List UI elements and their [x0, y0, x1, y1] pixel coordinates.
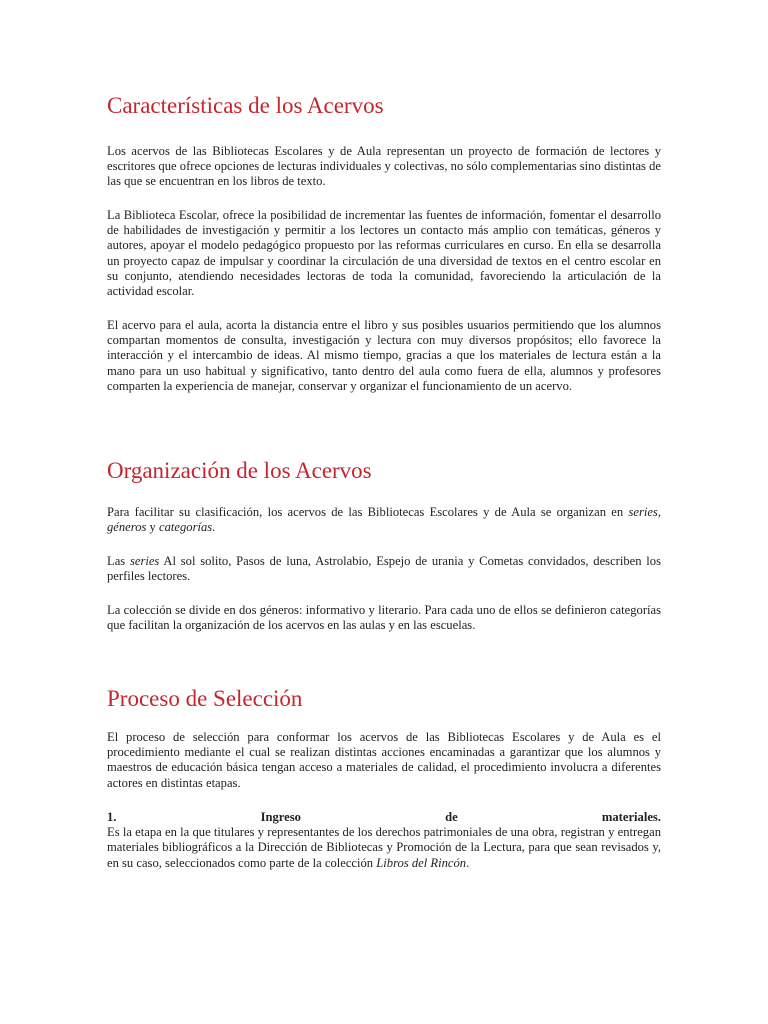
coleccion-title: Libros del Rincón	[376, 855, 467, 870]
clasificacion-text: Para facilitar su clasificación, los acervos de las Bibliotecas Escolares y de Aula se organizan en	[107, 505, 629, 519]
step-number: 1.	[107, 810, 117, 824]
step-ingreso	[107, 810, 661, 871]
paragraph-coleccion: La colección se divide en dos géneros: informativo y literario. Para cada uno de ellos se definieron categorías que facilitan la organización de los acervos en las aulas y en las escuelas.	[107, 603, 661, 633]
paragraph-biblioteca-escolar: La Biblioteca Escolar, ofrece la posibilidad de incrementar las fuentes de información, fomentar el desarrollo de habilidades de investigación y permitir a los lectores un contacto más amplio con temáticas, géneros y autores, apoyar el modelo pedagógico propuesto por las reformas curriculares en curso. En ella se desarrolla un proyecto capaz de impulsar y coordinar la circulación de una diversidad de textos en el centro escolar en su conjunto, atendiendo necesidades lectoras de toda la comunidad, favoreciendo la articulación de la actividad escolar.	[107, 208, 661, 299]
step-word: materiales.	[601, 810, 661, 824]
section-title-organizacion: Organización de los Acervos	[107, 458, 372, 483]
step-word: Ingreso	[260, 810, 301, 824]
term-series: series	[628, 505, 658, 519]
paragraph-series	[107, 554, 661, 584]
paragraph-clasificacion	[107, 505, 661, 535]
step-text: Es la etapa en la que titulares y representantes de los derechos patrimoniales de una obra, registran y entregan materiales bibliográficos a la Dirección de Bibliotecas y Promoción de la Lectura, para que sean revisados y, en su caso, seleccionados como parte de la colección	[107, 825, 661, 870]
step-heading	[107, 810, 661, 825]
section-title-proceso: Proceso de Selección	[107, 686, 303, 711]
term-generos: géneros	[107, 520, 147, 535]
step-description	[107, 825, 661, 871]
section-title-caracteristicas: Características de los Acervos	[107, 93, 384, 118]
term-series: series	[129, 554, 160, 568]
paragraph-acervo-aula: El acervo para el aula, acorta la distancia entre el libro y sus posibles usuarios permitiendo que los alumnos compartan momentos de consulta, investigación y lectura con muy diversos propósitos; ello favorece la interacción y el intercambio de ideas. Al mismo tiempo, gracias a que los materiales de lectura están a la mano para un uso habitual y significativo, tanto dentro del aula como fuera de ella, alumnos y profesores comparten la experiencia de manejar, conservar y organizar el funcionamiento de un acervo.	[107, 318, 661, 393]
step-word: de	[445, 810, 458, 824]
separator: y	[146, 520, 159, 535]
separator: ,	[657, 505, 661, 519]
series-text: Al sol solito, Pasos de luna, Astrolabio, Espejo de urania y Cometas convidados, describen los perfiles lectores.	[107, 554, 661, 584]
sentence-end: .	[212, 520, 216, 535]
sentence-end: .	[466, 855, 470, 870]
series-prefix: Las	[107, 554, 130, 568]
paragraph-proceso-seleccion: El proceso de selección para conformar los acervos de las Bibliotecas Escolares y de Aula es el procedimiento mediante el cual se realizan distintas acciones encaminadas a garantizar que los alumnos y maestros de educación básica tengan acceso a materiales de calidad, el procedimiento involucra a diferentes actores en distintas etapas.	[107, 730, 661, 790]
paragraph-intro-acervos: Los acervos de las Bibliotecas Escolares y de Aula representan un proyecto de formación de lectores y escritores que ofrece opciones de lecturas individuales y colectivas, no sólo complementarias sino distintas de las que se encuentran en los libros de texto.	[107, 144, 661, 189]
term-categorias: categorías	[159, 520, 213, 535]
